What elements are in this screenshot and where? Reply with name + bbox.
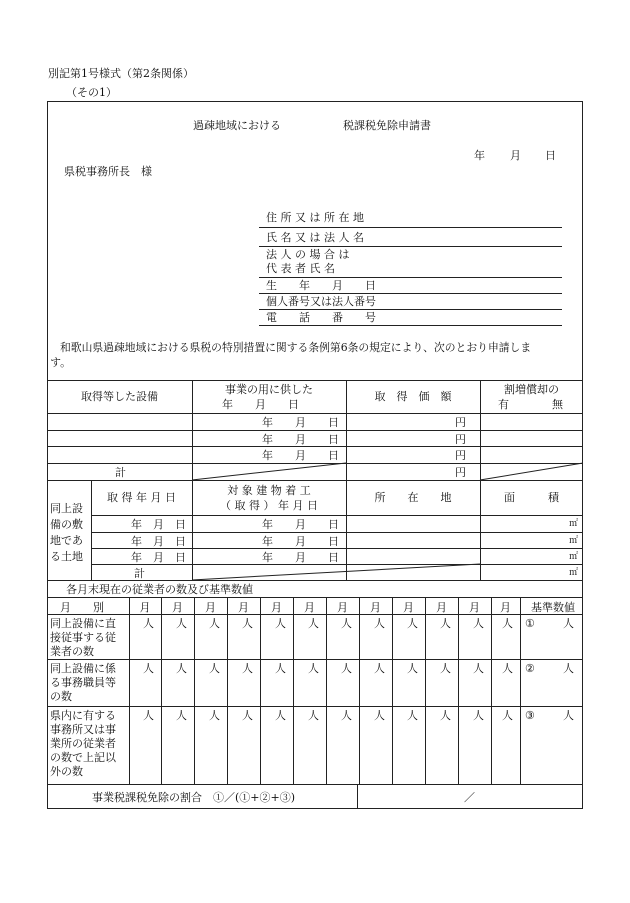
- person-count-cell: 人: [308, 662, 319, 675]
- emp-row2-label-3: の数: [50, 690, 72, 703]
- equip-row1-date: 年 月 日: [262, 416, 339, 429]
- month-header: 月: [205, 601, 216, 614]
- person-count-cell: 人: [308, 709, 319, 722]
- month-divider: [129, 597, 130, 784]
- person-count-cell: 人: [275, 662, 286, 675]
- month-divider: [425, 597, 426, 784]
- applicant-name-label: 氏 名 又 は 法 人 名: [266, 231, 364, 244]
- land-row1-acq: 年 月 日: [131, 518, 186, 531]
- land-col-acq: 取 得 年 月 日: [107, 491, 176, 504]
- person-count-cell: 人: [473, 662, 484, 675]
- applicant-corp-label-2: 代 表 者 氏 名: [266, 262, 335, 275]
- emp-row1-label-2: 接従事する従: [50, 631, 116, 644]
- land-side-1: 同上設: [50, 502, 83, 515]
- person-count-cell: 人: [502, 662, 513, 675]
- land-row3-bldg: 年 月 日: [262, 551, 339, 564]
- person-count-cell: 人: [242, 617, 253, 630]
- month-header: 月: [403, 601, 414, 614]
- person-count-cell: 人: [502, 709, 513, 722]
- equip-total-label: 計: [115, 466, 126, 479]
- base-value-label: 基準数値: [531, 601, 575, 614]
- land-row3-acq: 年 月 日: [131, 551, 186, 564]
- person-count-cell: 人: [209, 662, 220, 675]
- equip-col-amount: 取 得 価 額: [374, 390, 452, 403]
- person-count-cell: 人: [440, 662, 451, 675]
- person-count-cell: 人: [176, 617, 187, 630]
- month-divider: [293, 597, 294, 784]
- land-side-2: 備の敷: [50, 518, 83, 531]
- addressee: 県税事務所長 様: [64, 165, 152, 178]
- form-number: 別記第1号様式（第2条関係）: [48, 67, 194, 80]
- person-count-cell: 人: [275, 617, 286, 630]
- emp-row2-label-1: 同上設備に係: [50, 662, 116, 675]
- date-month: 月: [510, 149, 521, 162]
- title-right: 税課税免除申請書: [343, 119, 431, 132]
- ratio-slash: ／: [464, 791, 475, 804]
- equip-total-yen: 円: [455, 466, 466, 479]
- marker-2-unit: 人: [563, 662, 574, 675]
- month-divider: [227, 597, 228, 784]
- month-divider: [392, 597, 393, 784]
- equip-col-date-2: 年 月 日: [222, 398, 299, 411]
- equip-row2-yen: 円: [455, 433, 466, 446]
- month-header: 月: [304, 601, 315, 614]
- land-col-bldg-1: 対 象 建 物 着 工: [227, 484, 311, 497]
- month-header: 月: [271, 601, 282, 614]
- equip-col-dep-yes: 有: [498, 398, 509, 411]
- month-divider: [326, 597, 327, 784]
- month-header: 月: [139, 601, 151, 614]
- equip-row2-date: 年 月 日: [262, 433, 339, 446]
- applicant-id-label: 個人番号又は法人番号: [266, 295, 376, 308]
- applicant-address-label: 住 所 又 は 所 在 地: [266, 211, 364, 224]
- person-count-cell: 人: [440, 709, 451, 722]
- person-count-cell: 人: [374, 709, 385, 722]
- emp-row3-label-1: 県内に有する: [50, 709, 116, 722]
- equip-col-equipment: 取得等した設備: [81, 390, 158, 403]
- land-side-4: る土地: [50, 550, 83, 563]
- ratio-label: 事業税課税免除の割合 ①／(①+②+③): [92, 791, 296, 804]
- person-count-cell: 人: [242, 662, 253, 675]
- month-header: 月: [500, 601, 511, 614]
- applicant-phone-label: 電 話 番 号: [266, 311, 376, 324]
- marker-1-unit: 人: [563, 617, 574, 630]
- month-header: 月: [238, 601, 249, 614]
- person-count-cell: 人: [473, 617, 484, 630]
- land-row2-acq: 年 月 日: [131, 535, 186, 548]
- title-left: 過疎地域における: [193, 119, 281, 132]
- person-count-cell: 人: [374, 617, 385, 630]
- person-count-cell: 人: [407, 617, 418, 630]
- equip-col-dep-1: 割増償却の: [504, 383, 559, 396]
- month-divider: [359, 597, 360, 784]
- person-count-cell: 人: [143, 662, 154, 675]
- month-header: 月: [370, 601, 381, 614]
- marker-2: ②: [525, 662, 535, 675]
- equip-row1-yen: 円: [455, 416, 466, 429]
- person-count-cell: 人: [502, 617, 513, 630]
- month-divider: [194, 597, 195, 784]
- applicant-birth-label: 生 年 月 日: [266, 279, 376, 292]
- month-divider: [260, 597, 261, 784]
- equip-col-dep-no: 無: [552, 398, 563, 411]
- person-count-cell: 人: [341, 709, 352, 722]
- person-count-cell: 人: [308, 617, 319, 630]
- person-count-cell: 人: [143, 709, 154, 722]
- marker-3: ③: [525, 709, 535, 722]
- person-count-cell: 人: [407, 662, 418, 675]
- month-header: 月: [172, 601, 183, 614]
- applicant-corp-label-1: 法 人 の 場 合 は: [266, 248, 350, 261]
- month-header: 月: [469, 601, 480, 614]
- equip-row3-yen: 円: [455, 449, 466, 462]
- employees-heading: 各月末現在の従業者の数及び基準数値: [66, 583, 253, 596]
- month-col-label: 月 別: [60, 601, 104, 614]
- person-count-cell: 人: [275, 709, 286, 722]
- land-row2-bldg: 年 月 日: [262, 535, 339, 548]
- emp-row3-label-2: 事務所又は事: [50, 723, 116, 736]
- emp-row3-label-4: の数で上記以: [50, 751, 116, 764]
- date-year: 年: [474, 149, 485, 162]
- month-divider: [520, 597, 521, 784]
- emp-row1-label-3: 業者の数: [50, 645, 94, 658]
- person-count-cell: 人: [176, 662, 187, 675]
- emp-row3-label-3: 業所の従業者: [50, 737, 116, 750]
- person-count-cell: 人: [473, 709, 484, 722]
- person-count-cell: 人: [341, 617, 352, 630]
- land-col-bldg-2: （ 取 得 ） 年 月 日: [220, 499, 318, 512]
- person-count-cell: 人: [407, 709, 418, 722]
- person-count-cell: 人: [209, 617, 220, 630]
- person-count-cell: 人: [143, 617, 154, 630]
- equip-row3-date: 年 月 日: [262, 449, 339, 462]
- emp-row3-label-5: 外の数: [50, 765, 83, 778]
- marker-3-unit: 人: [563, 709, 574, 722]
- land-total-unit: ㎡: [569, 568, 579, 578]
- month-divider: [458, 597, 459, 784]
- month-divider: [491, 597, 492, 784]
- land-side-3: 地であ: [50, 534, 83, 547]
- month-divider: [161, 597, 162, 784]
- person-count-cell: 人: [374, 662, 385, 675]
- land-row3-unit: ㎡: [569, 552, 579, 562]
- form-part: （その1）: [66, 86, 117, 99]
- statement-line-1: 和歌山県過疎地域における県税の特別措置に関する条例第6条の規定により、次のとおり申請しま: [60, 341, 532, 354]
- month-header: 月: [436, 601, 447, 614]
- land-col-area: 面 積: [504, 491, 559, 504]
- person-count-cell: 人: [341, 662, 352, 675]
- date-day: 日: [545, 149, 556, 162]
- statement-line-2: す。: [50, 356, 72, 369]
- land-row2-unit: ㎡: [569, 536, 579, 546]
- equip-col-date-1: 事業の用に供した: [225, 383, 313, 396]
- land-row1-unit: ㎡: [569, 519, 579, 529]
- person-count-cell: 人: [440, 617, 451, 630]
- land-total-label: 計: [134, 567, 145, 580]
- person-count-cell: 人: [242, 709, 253, 722]
- land-row1-bldg: 年 月 日: [262, 518, 339, 531]
- month-header: 月: [337, 601, 348, 614]
- person-count-cell: 人: [176, 709, 187, 722]
- person-count-cell: 人: [209, 709, 220, 722]
- emp-row2-label-2: る事務職員等: [50, 676, 116, 689]
- marker-1: ①: [525, 617, 535, 630]
- emp-row1-label-1: 同上設備に直: [50, 617, 116, 630]
- land-col-location: 所 在 地: [374, 491, 452, 504]
